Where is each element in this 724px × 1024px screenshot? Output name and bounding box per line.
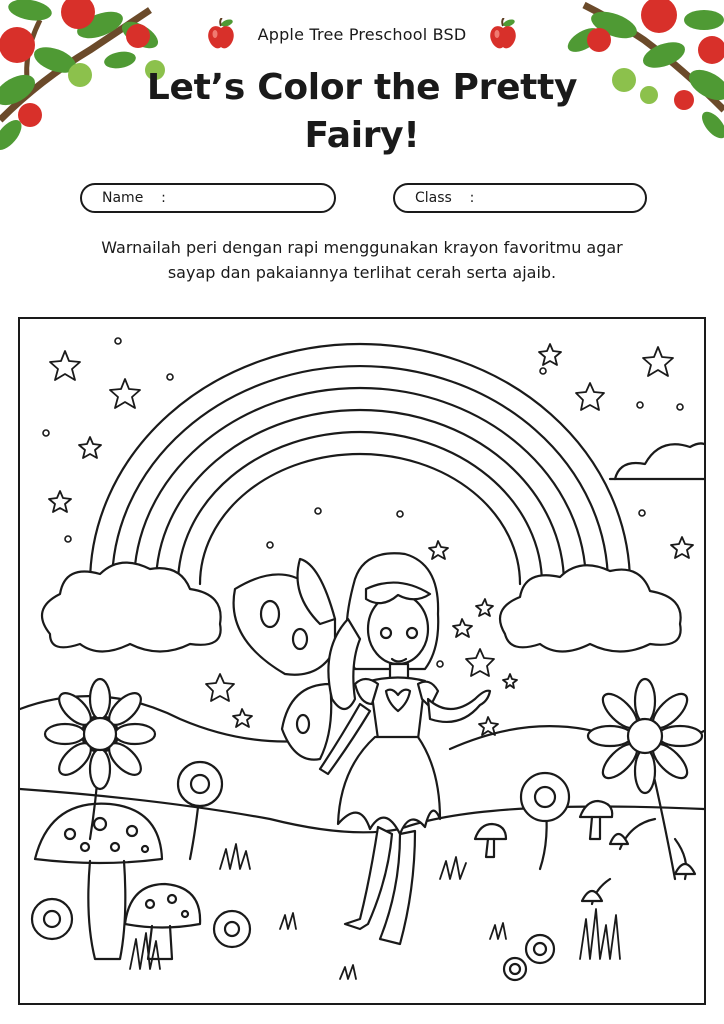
school-name: Apple Tree Preschool BSD xyxy=(257,24,467,44)
class-field[interactable] xyxy=(393,183,647,213)
fairy-wings xyxy=(234,559,335,760)
instruction-line-2: sayap dan pakaiannya terlihat cerah serta ajaib. xyxy=(167,263,557,282)
school-header xyxy=(0,18,724,50)
flower-medium xyxy=(32,762,569,980)
class-label: Class : xyxy=(415,190,475,206)
name-field[interactable] xyxy=(80,183,336,213)
title-line-1: Let’s Color the Pretty xyxy=(146,67,578,108)
cloud-left xyxy=(42,563,221,652)
cloud-top-right xyxy=(615,443,704,479)
cloud-right xyxy=(500,565,681,651)
title-line-2: Fairy! xyxy=(304,115,420,156)
apple-icon xyxy=(206,18,236,50)
flower-large-right xyxy=(588,679,702,879)
fairy-coloring-illustration xyxy=(20,319,704,1003)
fairy xyxy=(320,553,490,944)
name-label: Name : xyxy=(102,190,166,206)
instruction-text xyxy=(60,235,664,285)
instruction-line-1: Warnailah peri dengan rapi menggunakan krayon favoritmu agar xyxy=(101,238,623,257)
coloring-picture-frame xyxy=(18,317,706,1005)
stars xyxy=(49,344,693,735)
page-title xyxy=(100,64,624,160)
apple-icon xyxy=(488,18,518,50)
